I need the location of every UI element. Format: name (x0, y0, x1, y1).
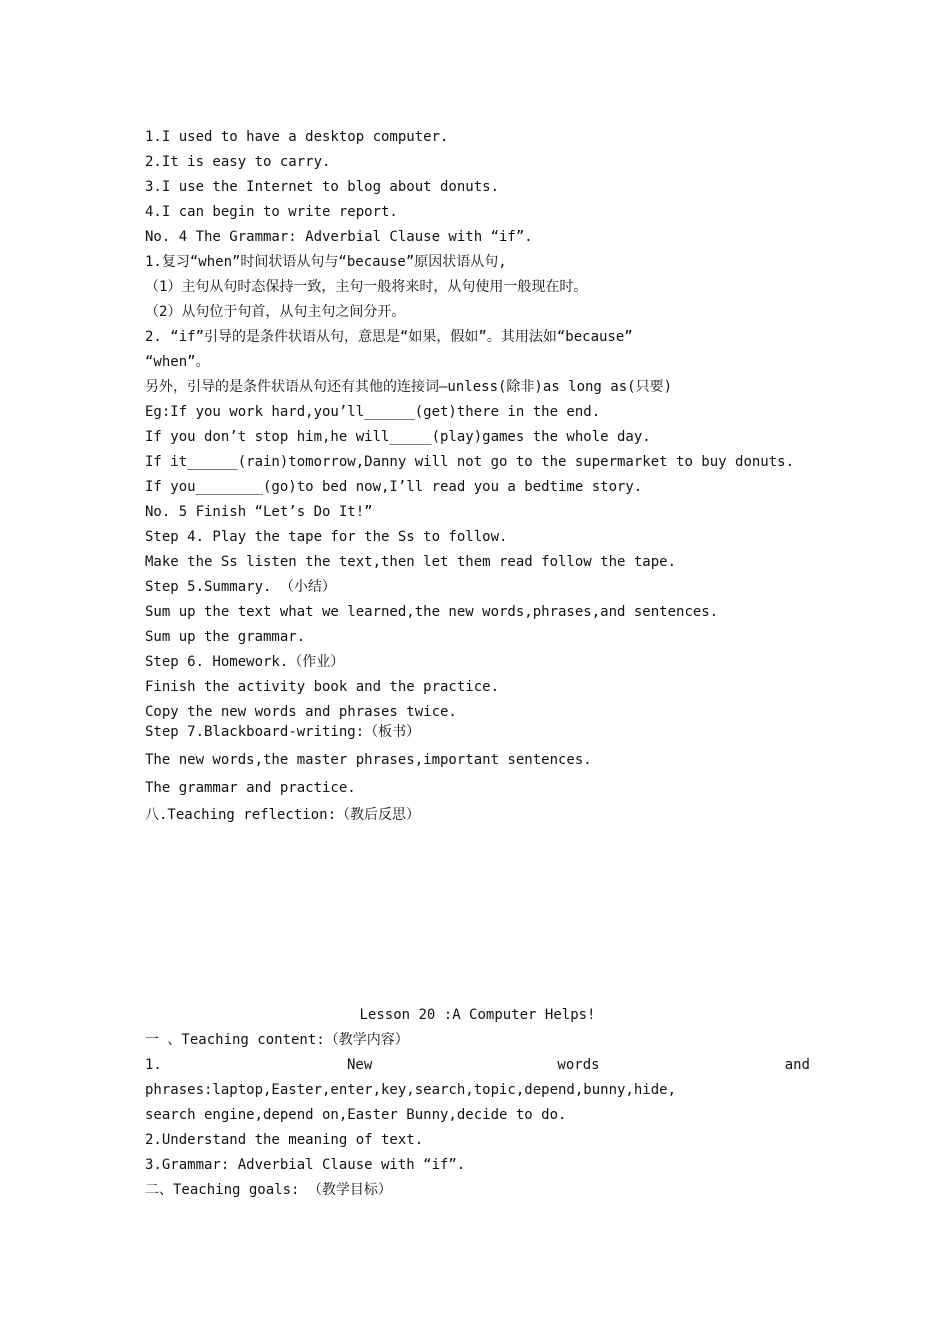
step-heading: Step 5.Summary. （小结） (145, 579, 336, 595)
text-line: search engine,depend on,Easter Bunny,decide to do. (145, 1107, 567, 1123)
example-line: If you________(go)to bed now,I’ll read you a bedtime story. (145, 479, 643, 495)
justified-line (145, 1055, 810, 1075)
section-heading: 二、Teaching goals: （教学目标） (145, 1182, 392, 1198)
section-heading: 八.Teaching reflection:（教后反思） (145, 807, 421, 823)
section-heading: No. 4 The Grammar: Adverbial Clause with “if”. (145, 229, 533, 245)
text-line: phrases:laptop,Easter,enter,key,search,topic,depend,bunny,hide, (145, 1082, 677, 1098)
text-word: 1. (145, 1057, 162, 1073)
text-line: 2.Understand the meaning of text. (145, 1132, 424, 1148)
text-line: Sum up the text what we learned,the new words,phrases,and sentences. (145, 604, 719, 620)
section-heading: No. 5 Finish “Let’s Do It!” (145, 504, 373, 520)
text-line: 4.I can begin to write report. (145, 204, 398, 220)
text-line: （2）从句位于句首，从句主句之间分开。 (145, 304, 406, 320)
example-line: If you don’t stop him,he will_____(play)games the whole day. (145, 429, 651, 445)
text-line: 3.Grammar: Adverbial Clause with “if”. (145, 1157, 466, 1173)
text-line: 1.I used to have a desktop computer. (145, 129, 449, 145)
text-line: （1）主句从句时态保持一致，主句一般将来时，从句使用一般现在时。 (145, 279, 588, 295)
text-word: words (557, 1057, 600, 1073)
step-heading: Step 7.Blackboard-writing:（板书） (145, 724, 421, 740)
text-line: Finish the activity book and the practice. (145, 679, 500, 695)
step-heading: Step 4. Play the tape for the Ss to follow. (145, 529, 508, 545)
text-line: Copy the new words and phrases twice. (145, 704, 457, 720)
text-line: “when”。 (145, 354, 210, 370)
step-heading: Step 6. Homework.（作业） (145, 654, 345, 670)
text-line: 2. “if”引导的是条件状语从句，意思是“如果，假如”。其用法如“because” (145, 329, 633, 345)
text-word: New (346, 1057, 373, 1073)
text-line: Sum up the grammar. (145, 629, 306, 645)
text-word: and (784, 1057, 810, 1073)
text-line: 3.I use the Internet to blog about donuts. (145, 179, 500, 195)
text-line: The grammar and practice. (145, 780, 356, 796)
text-line: 另外，引导的是条件状语从句还有其他的连接词—unless(除非)as long as(只要) (145, 379, 673, 395)
text-line: 1.复习“when”时间状语从句与“because”原因状语从句, (145, 254, 507, 270)
example-line: If it______(rain)tomorrow,Danny will not go to the supermarket to buy donuts. (145, 454, 795, 470)
section-heading: 一 、Teaching content:（教学内容） (145, 1032, 409, 1048)
lesson-title: Lesson 20 :A Computer Helps! (359, 1007, 596, 1023)
example-line: Eg:If you work hard,you’ll______(get)there in the end. (145, 404, 601, 420)
text-line: The new words,the master phrases,important sentences. (145, 752, 592, 768)
text-line: 2.It is easy to carry. (145, 154, 331, 170)
text-line: Make the Ss listen the text,then let them read follow the tape. (145, 554, 677, 570)
